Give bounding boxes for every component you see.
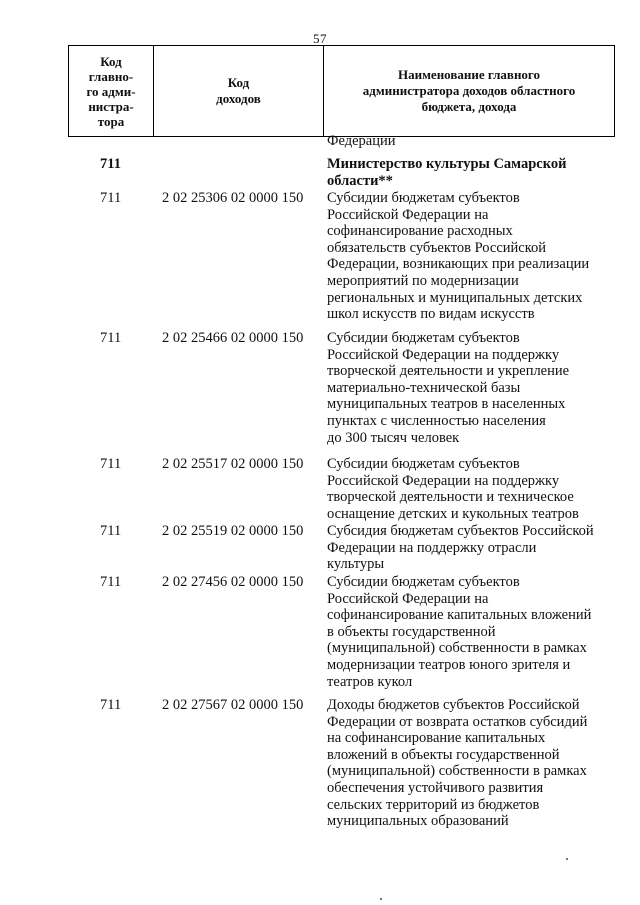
name-line: пунктах с численностью населения <box>327 412 546 429</box>
name-line: Субсидия бюджетам субъектов Российской <box>327 523 594 539</box>
admin-code: 711 <box>100 456 122 472</box>
income-name <box>327 574 617 690</box>
admin-code: 711 <box>100 697 122 713</box>
name-line: (муниципальной) собственности в рамках <box>327 763 587 780</box>
page-number: 57 <box>313 31 327 46</box>
name-line: культуры <box>327 556 385 573</box>
name-line: обеспечения устойчивого развития <box>327 779 544 796</box>
name-line: Российской Федерации на <box>327 206 489 223</box>
income-name <box>327 697 617 830</box>
name-line: (муниципальной) собственности в рамках <box>327 640 587 657</box>
name-line: в объекты государственной <box>327 623 496 640</box>
name-line: театров кукол <box>327 673 413 690</box>
name-line: вложений в объекты государственной <box>327 746 560 763</box>
name-line: Субсидии бюджетам субъектов <box>327 330 520 346</box>
name-line: региональных и муниципальных детских <box>327 289 583 306</box>
admin-code: 711 <box>100 574 122 590</box>
name-line: школ искусств по видам искусств <box>327 306 535 323</box>
header-name: Наименование главного администратора доходов областного бюджета, дохода <box>323 46 614 136</box>
continuation-text: Федерации <box>327 133 396 149</box>
name-line: мероприятий по модернизации <box>327 272 519 289</box>
income-code: 2 02 27456 02 0000 150 <box>162 574 304 590</box>
table-header <box>68 45 615 137</box>
name-line: Российской Федерации на поддержку <box>327 346 560 363</box>
scan-mark <box>380 898 382 900</box>
name-line: Министерство культуры Самарской <box>327 156 567 172</box>
name-line: сельских территорий из бюджетов <box>327 796 540 813</box>
name-line: софинансирование капитальных вложений <box>327 607 592 624</box>
name-line: творческой деятельности и укрепление <box>327 363 570 380</box>
income-name <box>327 330 617 446</box>
income-name <box>327 523 617 573</box>
name-line: на софинансирование капитальных <box>327 730 546 747</box>
admin-code: 711 <box>100 190 122 206</box>
name-line: Доходы бюджетов субъектов Российской <box>327 697 580 713</box>
income-name <box>327 190 617 323</box>
name-line: творческой деятельности и техническое <box>327 489 574 506</box>
admin-code: 711 <box>100 330 122 346</box>
name-line: софинансирование расходных <box>327 223 513 240</box>
name-line: Субсидии бюджетам субъектов <box>327 574 520 590</box>
name-line: муниципальных образований <box>327 813 509 830</box>
name-line: оснащение детских и кукольных театров <box>327 505 579 522</box>
name-line: области** <box>327 172 393 189</box>
income-code: 2 02 25519 02 0000 150 <box>162 523 304 539</box>
income-code: 2 02 25466 02 0000 150 <box>162 330 304 346</box>
name-line: до 300 тысяч человек <box>327 429 460 446</box>
name-line: Российской Федерации на <box>327 590 489 607</box>
income-code: 2 02 25306 02 0000 150 <box>162 190 304 206</box>
name-line: Федерации, возникающих при реализации <box>327 256 590 273</box>
income-name <box>327 156 617 189</box>
income-name <box>327 456 617 522</box>
name-line: Федерации от возврата остатков субсидий <box>327 713 588 730</box>
name-line: Федерации на поддержку отрасли <box>327 539 537 556</box>
name-line: Российской Федерации на поддержку <box>327 472 560 489</box>
income-code: 2 02 27567 02 0000 150 <box>162 697 304 713</box>
name-line: Субсидии бюджетам субъектов <box>327 456 520 472</box>
admin-code: 711 <box>100 523 122 539</box>
admin-code: 711 <box>100 156 121 172</box>
name-line: материально-технической базы <box>327 379 521 396</box>
name-line: модернизации театров юного зрителя и <box>327 656 571 673</box>
name-line: муниципальных театров в населенных <box>327 396 566 413</box>
name-line: обязательств субъектов Российской <box>327 239 547 256</box>
header-admin-code: Код главно- го адми- нистра- тора <box>86 53 136 129</box>
name-line: Субсидии бюджетам субъектов <box>327 190 520 206</box>
scan-mark <box>566 858 568 860</box>
header-income-code: Код доходов <box>153 46 323 136</box>
income-code: 2 02 25517 02 0000 150 <box>162 456 304 472</box>
